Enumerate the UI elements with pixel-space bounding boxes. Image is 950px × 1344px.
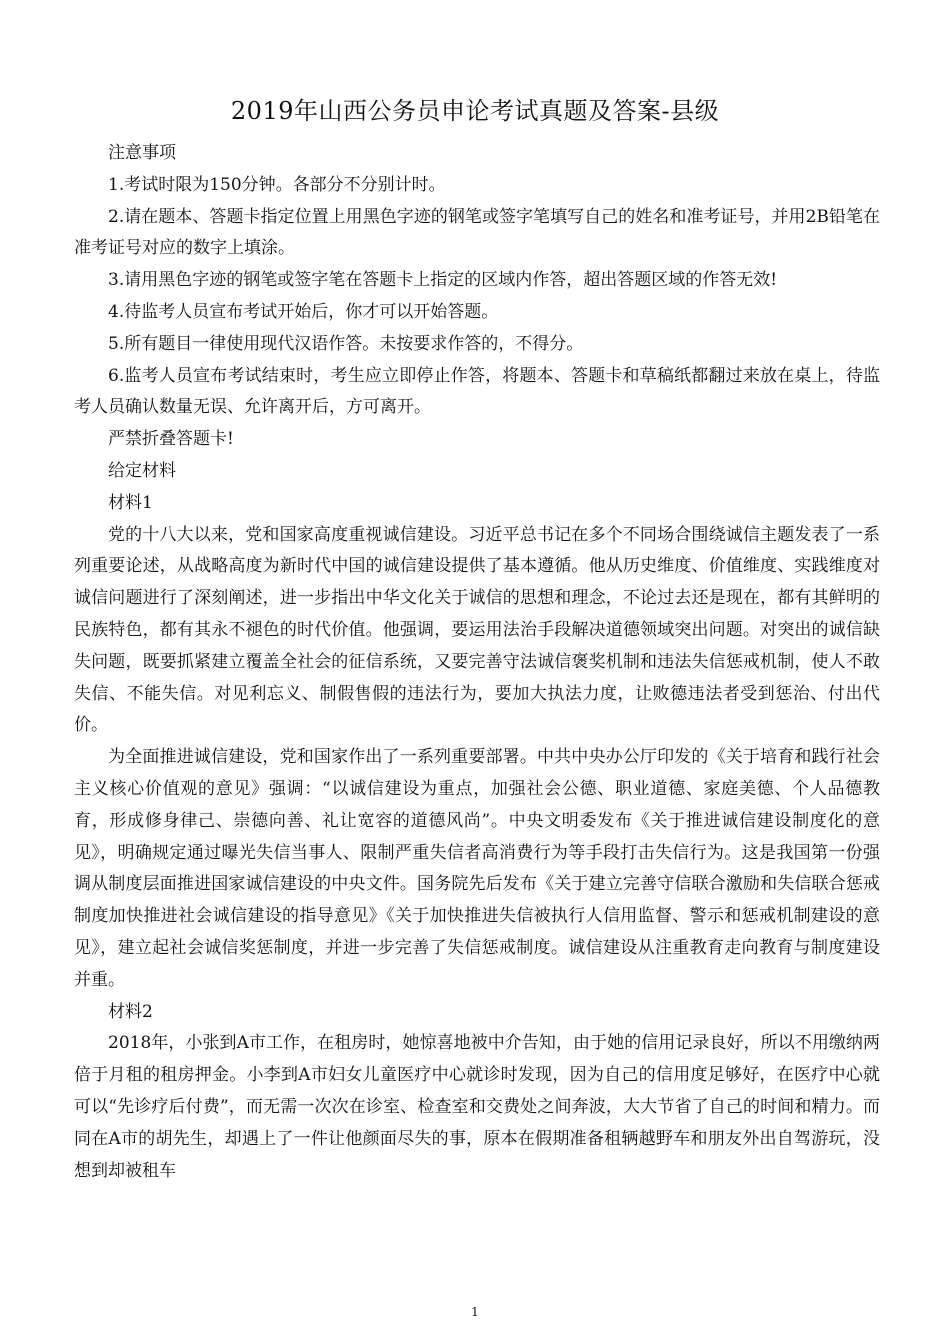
notice-item-5: 5.所有题目一律使用现代汉语作答。未按要求作答的，不得分。: [108, 333, 584, 354]
page-number: 1: [471, 1305, 479, 1319]
notice-item-6: 6.监考人员宣布考试结束时，考生应立即停止作答，将题本、答题卡和草稿纸都翻过来放在桌上，待监考人员确认数量无误、允许离开后，方可离开。: [74, 365, 880, 418]
notice-item-3: 3.请用黑色字迹的钢笔或签字笔在答题卡上指定的区域内作答，超出答题区域的作答无效!: [108, 270, 778, 291]
materials-heading: 给定材料: [108, 460, 176, 481]
notice-item-1: 1.考试时限为150分钟。各部分不分别计时。: [108, 174, 446, 195]
notice-heading: 注意事项: [108, 143, 176, 163]
warning-line: 严禁折叠答题卡!: [108, 429, 234, 450]
material-1-paragraph-2: 为全面推进诚信建设，党和国家作出了一系列重要部署。中共中央办公厅印发的《关于培育和践行社会主义核心价值观的意见》强调：“以诚信建设为重点，加强社会公德、职业道德、家庭美德、个人品德教育，形成修身律己、崇德向善、礼让宽容的道德风尚”。中央文明委发布《关于推进诚信建设制度化的意见》，明确规定通过曝光失信当事人、限制严重失信者高消费行为等手段打击失信行为。这是我国第一份强调从制度层面推进国家诚信建设的中央文件。国务院先后发布《关于建立完善守信联合激励和失信联合惩戒制度加快推进社会诚信建设的指导意见》《关于加快推进失信被执行人信用监督、警示和惩戒机制建设的意见》，建立起社会诚信奖惩制度，并进一步完善了失信惩戒制度。诚信建设从注重教育走向教育与制度建设并重。: [74, 747, 880, 990]
material-1-heading: 材料1: [108, 492, 153, 513]
document-title: 2019年山西公务员申论考试真题及答案-县级: [230, 97, 720, 125]
material-2-heading: 材料2: [108, 1001, 153, 1022]
notice-item-2: 2.请在题本、答题卡指定位置上用黑色字迹的钢笔或签字笔填写自己的姓名和准考证号，并用2B铅笔在准考证号对应的数字上填涂。: [74, 206, 880, 259]
document-body: [74, 138, 880, 1187]
notice-item-4: 4.待监考人员宣布考试开始后，你才可以开始答题。: [108, 301, 499, 322]
material-2-paragraph-1: 2018年，小张到A市工作，在租房时，她惊喜地被中介告知，由于她的信用记录良好，所以不用缴纳两倍于月租的租房押金。小李到A市妇女儿童医疗中心就诊时发现，因为自己的信用度足够好，在医疗中心就可以“先诊疗后付费”，而无需一次次在诊室、检查室和交费处之间奔波，大大节省了自己的时间和精力。而同在A市的胡先生，却遇上了一件让他颜面尽失的事，原本在假期准备租辆越野车和朋友外出自驾游玩，没想到却被租车: [74, 1033, 880, 1181]
material-1-paragraph-1: 党的十八大以来，党和国家高度重视诚信建设。习近平总书记在多个不同场合围绕诚信主题发表了一系列重要论述，从战略高度为新时代中国的诚信建设提供了基本遵循。他从历史维度、价值维度、实践维度对诚信问题进行了深刻阐述，进一步指出中华文化关于诚信的思想和理念，不论过去还是现在，都有其鲜明的民族特色，都有其永不褪色的时代价值。他强调，要运用法治手段解决道德领域突出问题。对突出的诚信缺失问题，既要抓紧建立覆盖全社会的征信系统，又要完善守法诚信褒奖机制和违法失信惩戒机制，使人不敢失信、不能失信。对见利忘义、制假售假的违法行为，要加大执法力度，让败德违法者受到惩治、付出代价。: [74, 524, 880, 736]
